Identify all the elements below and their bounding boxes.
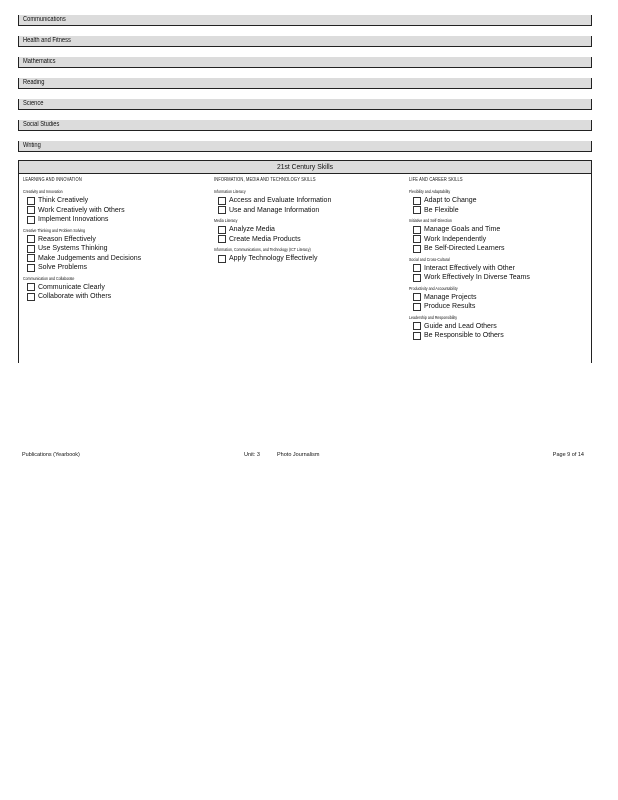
- skill-group-label: Initiative and Self-Direction: [409, 218, 452, 223]
- skill-item[interactable]: [413, 244, 599, 254]
- skill-item[interactable]: [27, 283, 213, 293]
- skill-item-label: Use Systems Thinking: [38, 245, 108, 253]
- skill-checkbox[interactable]: [413, 303, 421, 311]
- skill-group-label: Media Literacy: [214, 218, 238, 223]
- skill-checkbox[interactable]: [413, 322, 421, 330]
- skill-item[interactable]: [218, 225, 404, 235]
- skill-item[interactable]: [413, 302, 599, 312]
- subject-row: [18, 99, 592, 110]
- skill-group: [23, 276, 213, 302]
- skill-group: [23, 228, 213, 273]
- skill-checkbox[interactable]: [218, 235, 226, 243]
- skill-item[interactable]: [218, 206, 404, 216]
- skill-item[interactable]: [413, 225, 599, 235]
- skills-header: [19, 160, 591, 174]
- skill-item[interactable]: [413, 196, 599, 206]
- skill-group-label: Information Literacy: [214, 189, 246, 194]
- subject-label: Writing: [23, 142, 41, 149]
- century-skills-section: [18, 160, 592, 363]
- skill-group: [23, 189, 213, 225]
- subject-label: Health and Fitness: [23, 37, 71, 44]
- skill-item[interactable]: [413, 322, 599, 332]
- skill-group-label: Productivity and Accountability: [409, 285, 458, 291]
- skill-item-label: Use and Manage Information: [229, 206, 320, 214]
- column-header: LIFE AND CAREER SKILLS: [409, 177, 463, 183]
- skill-group: [409, 189, 599, 215]
- skill-item-label: Analyze Media: [229, 226, 275, 234]
- skill-item[interactable]: [27, 244, 213, 254]
- skill-group-label: Creative Thinking and Problem Solving: [23, 227, 86, 233]
- skill-item-label: Make Judgements and Decisions: [38, 254, 142, 262]
- skill-item[interactable]: [27, 206, 213, 216]
- subject-row: [18, 78, 592, 89]
- subject-label: Mathematics: [23, 58, 56, 65]
- skill-item[interactable]: [413, 293, 599, 303]
- skill-checkbox[interactable]: [27, 264, 35, 272]
- skill-group-label: Leadership and Responsibility: [409, 314, 458, 320]
- skill-checkbox[interactable]: [413, 332, 421, 340]
- skill-item-label: Guide and Lead Others: [424, 322, 497, 330]
- skill-item[interactable]: [218, 235, 404, 245]
- skill-item-label: Interact Effectively with Other: [424, 264, 515, 272]
- skill-checkbox[interactable]: [27, 245, 35, 253]
- skill-item-label: Communicate Clearly: [38, 283, 105, 291]
- subject-label: Science: [23, 100, 44, 107]
- skill-item[interactable]: [27, 292, 213, 302]
- skill-item-label: Reason Effectively: [38, 235, 96, 243]
- skills-title: 21st Century Skills: [277, 162, 333, 171]
- skill-item[interactable]: [413, 235, 599, 245]
- skill-item-label: Manage Goals and Time: [424, 226, 501, 234]
- skill-group: [214, 189, 404, 215]
- skill-checkbox[interactable]: [413, 206, 421, 214]
- skill-item-label: Implement Innovations: [38, 216, 109, 224]
- skill-checkbox[interactable]: [413, 274, 421, 282]
- page-footer: [22, 452, 592, 462]
- skill-item-label: Solve Problems: [38, 264, 88, 272]
- subject-row: [18, 141, 592, 152]
- skill-checkbox[interactable]: [218, 206, 226, 214]
- skill-checkbox[interactable]: [27, 206, 35, 214]
- footer-topic: Photo Journalism: [277, 452, 320, 458]
- skills-column: [214, 177, 404, 267]
- skill-group-label: Social and Cross-Cultural: [409, 256, 450, 262]
- skill-checkbox[interactable]: [413, 235, 421, 243]
- skill-item-label: Produce Results: [424, 303, 476, 311]
- skill-checkbox[interactable]: [413, 245, 421, 253]
- subject-label: Reading: [23, 79, 45, 86]
- skill-item[interactable]: [218, 254, 404, 264]
- skill-group-label: Communication and Collaborate: [23, 275, 75, 281]
- skill-group: [214, 247, 404, 264]
- subject-row: [18, 36, 592, 47]
- skill-checkbox[interactable]: [413, 197, 421, 205]
- skill-checkbox[interactable]: [27, 235, 35, 243]
- skill-checkbox[interactable]: [27, 293, 35, 301]
- skill-checkbox[interactable]: [218, 197, 226, 205]
- footer-unit: Unit: 3: [244, 452, 260, 458]
- skill-item[interactable]: [27, 196, 213, 206]
- skill-item-label: Access and Evaluate Information: [229, 197, 332, 205]
- skill-group: [409, 257, 599, 283]
- skill-item-label: Be Self-Directed Learners: [424, 245, 505, 253]
- skills-column: [23, 177, 213, 305]
- column-header: LEARNING AND INNOVATION: [23, 177, 82, 183]
- skill-item-label: Adapt to Change: [424, 197, 477, 205]
- skill-group-label: Creativity and Innovation: [23, 189, 63, 194]
- skill-group-label: Information, Communications, and Technology (ICT Literacy): [214, 247, 311, 252]
- skill-checkbox[interactable]: [218, 226, 226, 234]
- footer-page-number: Page 9 of 14: [552, 452, 584, 458]
- skills-column: [409, 177, 599, 344]
- skill-item-label: Work Creatively with Others: [38, 206, 125, 214]
- skill-group: [409, 315, 599, 341]
- subject-row: [18, 120, 592, 131]
- skill-item[interactable]: [413, 264, 599, 274]
- skill-checkbox[interactable]: [27, 254, 35, 262]
- column-header: INFORMATION, MEDIA AND TECHNOLOGY SKILLS: [214, 177, 316, 183]
- skill-item-label: Create Media Products: [229, 235, 301, 243]
- skill-item-label: Be Flexible: [424, 206, 459, 214]
- skill-item-label: Be Responsible to Others: [424, 332, 504, 340]
- skill-item[interactable]: [413, 206, 599, 216]
- skill-item[interactable]: [27, 254, 213, 264]
- skill-item[interactable]: [27, 215, 213, 225]
- skill-item[interactable]: [413, 331, 599, 341]
- skill-item[interactable]: [27, 263, 213, 273]
- skill-checkbox[interactable]: [27, 197, 35, 205]
- skill-item-label: Collaborate with Others: [38, 293, 112, 301]
- skill-checkbox[interactable]: [27, 216, 35, 224]
- skill-group: [409, 218, 599, 254]
- skill-checkbox[interactable]: [413, 293, 421, 301]
- skill-item[interactable]: [27, 235, 213, 245]
- skill-item-label: Apply Technology Effectively: [229, 255, 318, 263]
- subject-label: Social Studies: [23, 121, 60, 128]
- skill-group-label: Flexibility and Adaptability: [409, 189, 451, 194]
- footer-course: Publications (Yearbook): [22, 452, 80, 458]
- skill-checkbox[interactable]: [27, 283, 35, 291]
- skill-checkbox[interactable]: [218, 255, 226, 263]
- skill-group: [214, 218, 404, 244]
- subject-label: Communications: [23, 16, 66, 23]
- skill-group: [409, 286, 599, 312]
- skill-item-label: Think Creatively: [38, 197, 89, 205]
- skill-item-label: Work Effectively In Diverse Teams: [424, 274, 530, 282]
- subject-row: [18, 15, 592, 26]
- skill-item[interactable]: [218, 196, 404, 206]
- skill-checkbox[interactable]: [413, 226, 421, 234]
- skill-item-label: Work Independently: [424, 235, 487, 243]
- skill-checkbox[interactable]: [413, 264, 421, 272]
- skill-item-label: Manage Projects: [424, 293, 477, 301]
- skill-item[interactable]: [413, 273, 599, 283]
- subject-row: [18, 57, 592, 68]
